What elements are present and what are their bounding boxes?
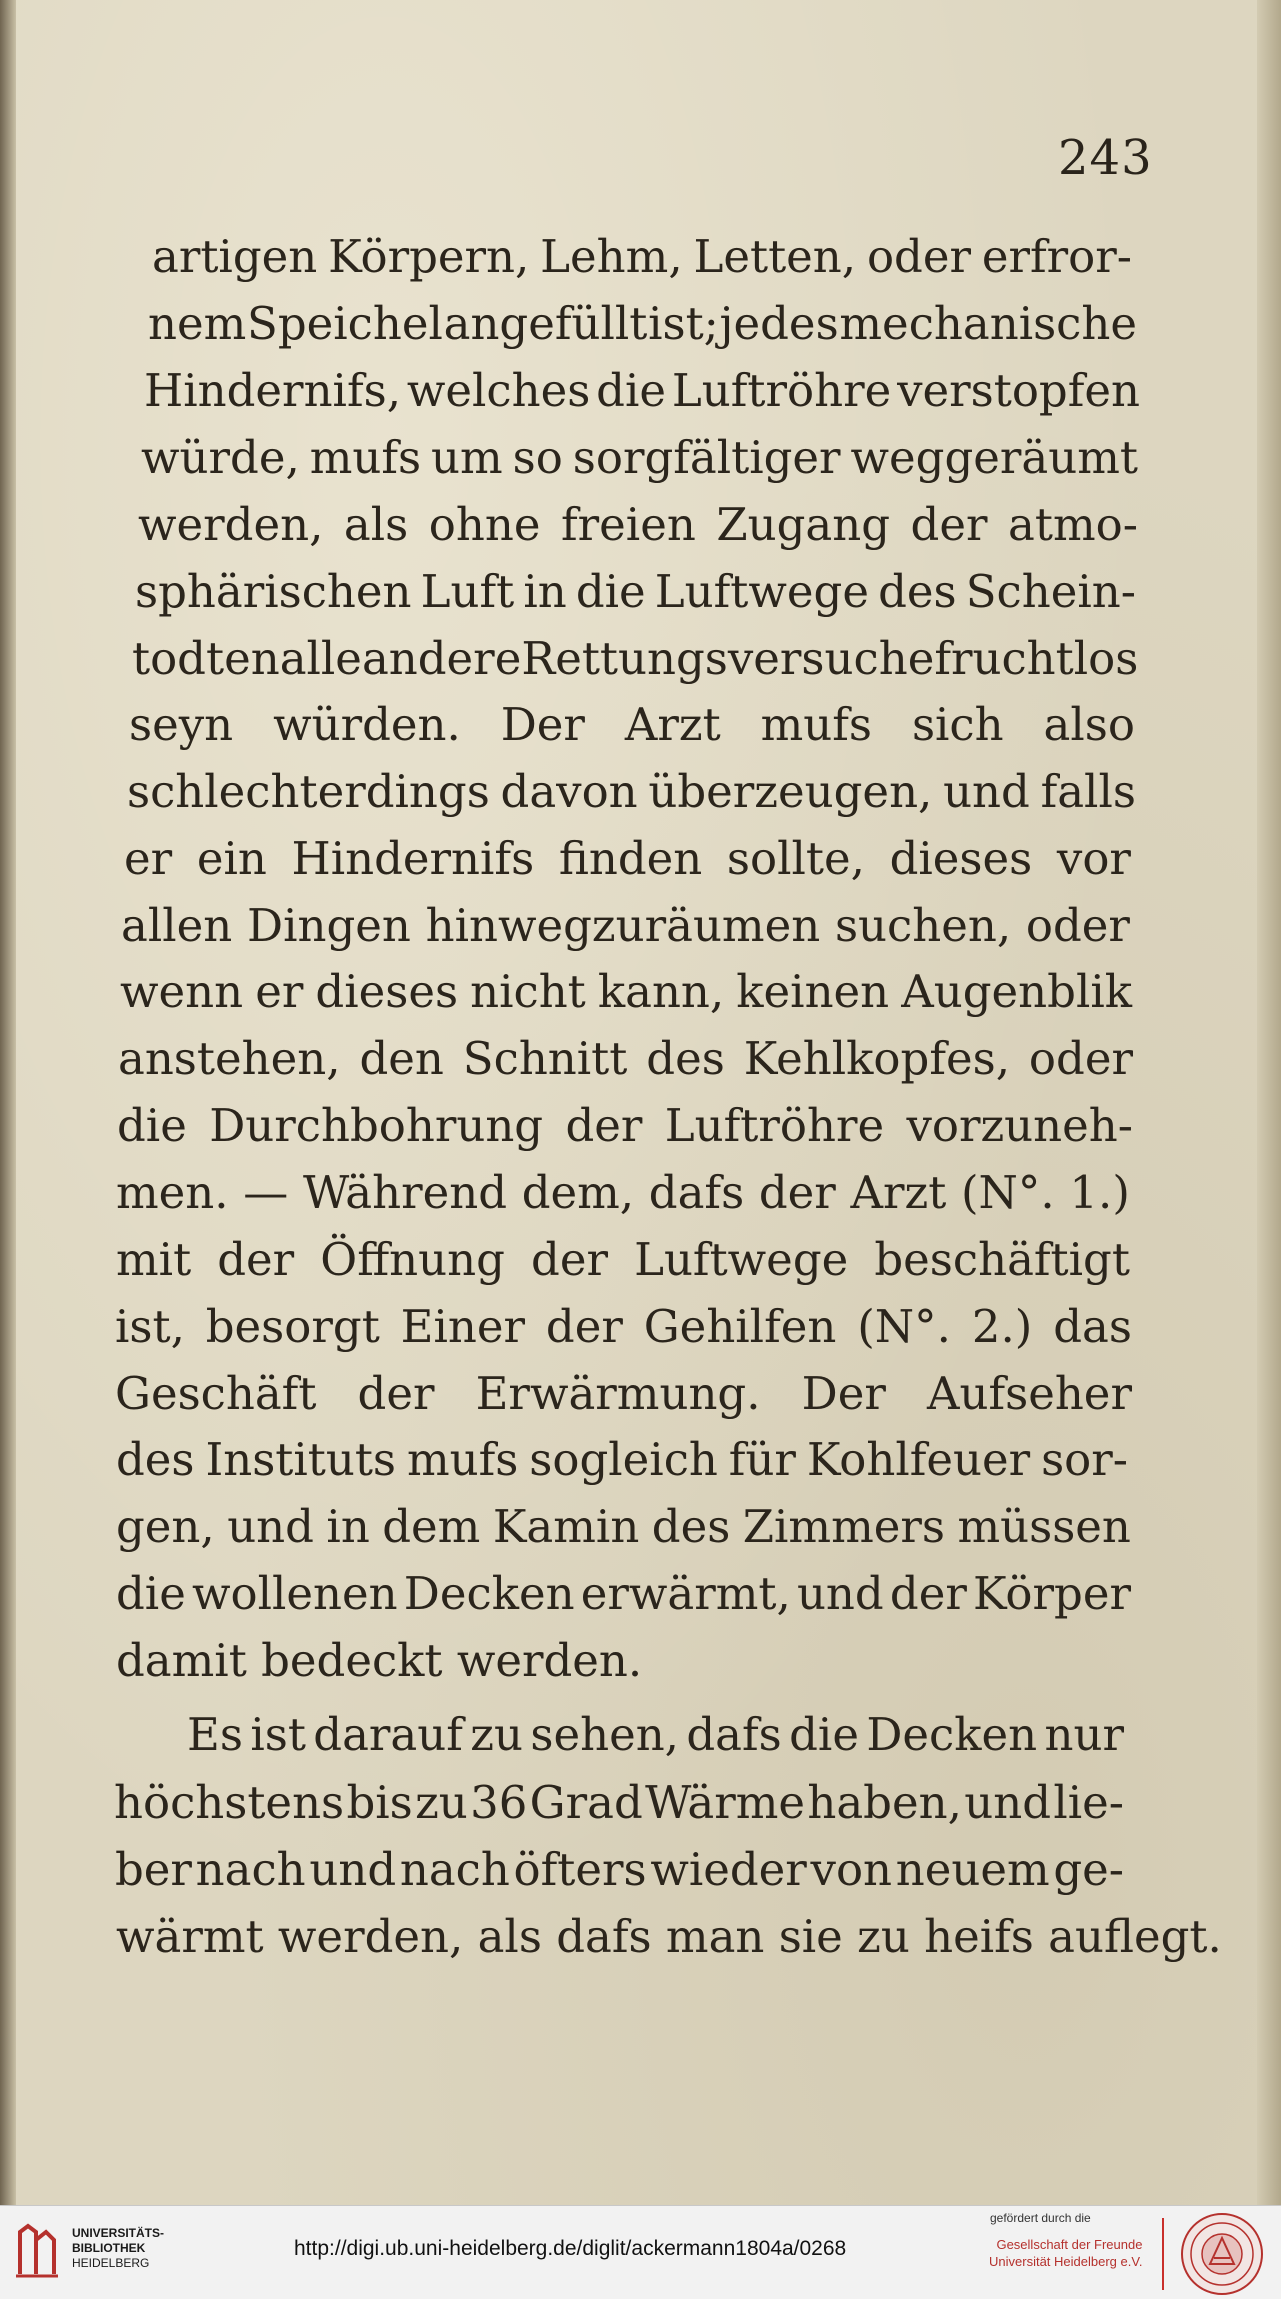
- word: die: [575, 565, 646, 618]
- library-name-line3: HEIDELBERG: [72, 2256, 150, 2270]
- text-line: [132, 629, 1139, 689]
- word: anstehen,: [118, 1032, 341, 1085]
- text-line: [114, 1773, 1124, 1833]
- text-line: [148, 294, 1137, 354]
- word: Luftröhre: [664, 1099, 885, 1152]
- word: artigen: [152, 230, 318, 283]
- word: jedes: [719, 297, 839, 350]
- word: der: [758, 1166, 836, 1219]
- word: Decken: [866, 1708, 1038, 1761]
- word: dem: [382, 1500, 481, 1553]
- word: Grad: [529, 1776, 643, 1829]
- word: ist;: [648, 297, 719, 350]
- sponsor-name-line1: Gesellschaft der Freunde: [996, 2237, 1143, 2252]
- word: suchen,: [834, 899, 1012, 952]
- word: oder: [1025, 899, 1130, 952]
- word: nur: [1044, 1708, 1124, 1761]
- word: 36: [470, 1776, 528, 1829]
- word: werden,: [138, 498, 324, 551]
- word: würden.: [273, 698, 461, 751]
- word: des: [651, 1500, 731, 1553]
- word: erfror-: [981, 230, 1132, 283]
- text-line: [118, 1029, 1133, 1089]
- word: Durchbohrung: [209, 1099, 544, 1152]
- word: Körpern,: [328, 230, 530, 283]
- word: müssen: [957, 1500, 1131, 1553]
- word: todten: [132, 632, 280, 685]
- library-name: [72, 2226, 164, 2271]
- word: der: [357, 1367, 435, 1420]
- word: Erwärmung.: [475, 1367, 761, 1420]
- page-edge-right: [1257, 0, 1281, 2205]
- word: und: [227, 1500, 314, 1553]
- word: sor-: [1041, 1433, 1128, 1486]
- word: und: [309, 1843, 397, 1896]
- word: finden: [558, 832, 703, 885]
- word: hinwegzuräumen: [425, 899, 821, 952]
- word: Körper: [973, 1567, 1131, 1620]
- text-line: [116, 1564, 1131, 1624]
- word: Luftwege: [634, 1233, 849, 1286]
- word: der: [565, 1099, 643, 1152]
- library-name-line1: UNIVERSITÄTS-: [72, 2226, 165, 2240]
- word: nem: [148, 297, 247, 350]
- word: nach: [399, 1843, 510, 1896]
- word: die: [789, 1708, 859, 1761]
- page-number: 243: [1058, 130, 1153, 186]
- word: zu: [415, 1776, 468, 1829]
- word: dem,: [521, 1166, 635, 1219]
- text-line: [116, 1497, 1131, 1557]
- word: davon: [500, 765, 638, 818]
- word: vorzuneh-: [906, 1099, 1133, 1152]
- word: dieses: [315, 965, 459, 1018]
- word: keinen: [736, 965, 890, 1018]
- word: (N°.: [960, 1166, 1055, 1219]
- word: atmo-: [1008, 498, 1138, 551]
- word: angefüllt: [443, 297, 648, 350]
- word: allen: [121, 899, 233, 952]
- word: überzeugen,: [648, 765, 933, 818]
- word: Schnitt: [462, 1032, 628, 1085]
- word: verstopfen: [897, 364, 1140, 417]
- sponsor-name: [989, 2236, 1142, 2270]
- text-line: [115, 1364, 1132, 1424]
- word: neuem: [895, 1843, 1050, 1896]
- text-line: wärmt werden, als dafs man sie zu heifs auflegt.: [116, 1910, 1222, 1963]
- word: Hindernifs,: [144, 364, 401, 417]
- word: der: [531, 1233, 608, 1286]
- text-line: [127, 762, 1136, 822]
- word: öfters: [513, 1843, 647, 1896]
- word: als: [343, 498, 409, 551]
- word: alle: [279, 632, 362, 685]
- text-line: [120, 962, 1132, 1022]
- word: das: [1053, 1300, 1132, 1353]
- word: ist: [250, 1708, 306, 1761]
- word: vor: [1056, 832, 1131, 885]
- text-line: [152, 227, 1132, 287]
- word: in: [326, 1500, 370, 1553]
- word: ein: [196, 832, 267, 885]
- word: haben,: [807, 1776, 962, 1829]
- word: ber: [115, 1843, 192, 1896]
- word: kann,: [597, 965, 725, 1018]
- word: mufs: [309, 431, 422, 484]
- word: mufs: [760, 698, 873, 751]
- word: mufs: [406, 1433, 519, 1486]
- word: des: [646, 1032, 725, 1085]
- library-logo-icon: [14, 2222, 60, 2280]
- university-seal-icon: [1180, 2212, 1264, 2296]
- word: fruchtlos: [934, 632, 1139, 685]
- word: 2.): [971, 1300, 1033, 1353]
- word: von: [810, 1843, 893, 1896]
- word: besorgt: [205, 1300, 380, 1353]
- text-line: [124, 829, 1131, 889]
- word: Rettungsversuche: [521, 632, 935, 685]
- permalink-url[interactable]: http://digi.ub.uni-heidelberg.de/diglit/ackermann1804a/0268: [294, 2237, 847, 2260]
- word: Schein-: [965, 565, 1136, 618]
- word: wenn: [120, 965, 244, 1018]
- word: dafs: [648, 1166, 745, 1219]
- sponsor-label: gefördert durch die: [990, 2211, 1091, 2225]
- word: Decken: [403, 1567, 575, 1620]
- word: Lehm,: [540, 230, 683, 283]
- word: der: [889, 1567, 967, 1620]
- text-line: [144, 361, 1140, 421]
- word: Wärme: [645, 1776, 806, 1829]
- word: Luftwege: [654, 565, 869, 618]
- word: in: [523, 565, 567, 618]
- word: Kohlfeuer: [806, 1433, 1031, 1486]
- word: um: [431, 431, 503, 484]
- word: so: [512, 431, 563, 484]
- sponsor-divider: [1162, 2218, 1164, 2290]
- library-name-line2: BIBLIOTHEK: [72, 2241, 146, 2255]
- page-edge-left: [0, 0, 16, 2205]
- word: sollte,: [726, 832, 865, 885]
- word: sorgfältiger: [572, 431, 841, 484]
- word: oder: [1028, 1032, 1133, 1085]
- word: Arzt: [624, 698, 721, 751]
- word: (N°.: [857, 1300, 951, 1353]
- word: oder: [866, 230, 971, 283]
- word: darauf: [313, 1708, 463, 1761]
- word: 1.): [1069, 1166, 1130, 1219]
- text-line: [115, 1297, 1132, 1357]
- word: ge-: [1053, 1843, 1124, 1896]
- word: Zimmers: [742, 1500, 945, 1553]
- word: sphärischen: [135, 565, 412, 618]
- word: dieses: [889, 832, 1033, 885]
- word: Instituts: [205, 1433, 397, 1486]
- text-line: [121, 896, 1130, 956]
- word: Arzt: [850, 1166, 947, 1219]
- word: höchstens: [114, 1776, 345, 1829]
- word: bis: [346, 1776, 413, 1829]
- word: die: [116, 1567, 186, 1620]
- word: Hindernifs: [291, 832, 535, 885]
- word: mechanische: [839, 297, 1137, 350]
- word: nach: [195, 1843, 306, 1896]
- word: der: [545, 1300, 623, 1353]
- word: seyn: [129, 698, 234, 751]
- text-line: [129, 695, 1135, 755]
- word: Geschäft: [115, 1367, 317, 1420]
- word: für: [728, 1433, 796, 1486]
- word: er: [255, 965, 304, 1018]
- word: Der: [500, 698, 585, 751]
- word: weggeräumt: [850, 431, 1138, 484]
- word: also: [1043, 698, 1135, 751]
- word: sich: [911, 698, 1004, 751]
- word: Einer: [400, 1300, 526, 1353]
- word: nicht: [470, 965, 586, 1018]
- word: wieder: [650, 1843, 807, 1896]
- word: Luftröhre: [671, 364, 892, 417]
- word: Gehilfen: [643, 1300, 837, 1353]
- word: Zugang: [716, 498, 891, 551]
- word: des: [116, 1433, 195, 1486]
- word: wollenen: [192, 1567, 398, 1620]
- text-line: [135, 562, 1136, 622]
- word: Speichel: [247, 297, 443, 350]
- word: schlechterdings: [127, 765, 490, 818]
- word: mit: [116, 1233, 192, 1286]
- word: welches: [406, 364, 591, 417]
- text-line: [141, 428, 1138, 488]
- word: falls: [1040, 765, 1136, 818]
- text-line: [115, 1840, 1124, 1900]
- word: men.: [116, 1166, 229, 1219]
- word: und: [943, 765, 1030, 818]
- word: andere: [361, 632, 522, 685]
- word: der: [910, 498, 988, 551]
- word: gen,: [116, 1500, 215, 1553]
- word: des: [878, 565, 957, 618]
- word: der: [217, 1233, 295, 1286]
- sponsor-name-line2: Universität Heidelberg e.V.: [989, 2254, 1143, 2269]
- text-line: [187, 1705, 1124, 1765]
- word: Der: [801, 1367, 886, 1420]
- word: sehen,: [530, 1708, 679, 1761]
- word: die: [596, 364, 667, 417]
- text-line: [138, 495, 1138, 555]
- word: dafs: [686, 1708, 782, 1761]
- word: würde,: [141, 431, 300, 484]
- word: Kamin: [492, 1500, 640, 1553]
- word: beschäftigt: [874, 1233, 1130, 1286]
- text-line: [116, 1430, 1128, 1490]
- word: den: [359, 1032, 444, 1085]
- word: —: [243, 1166, 289, 1219]
- word: lie-: [1053, 1776, 1124, 1829]
- word: und: [964, 1776, 1052, 1829]
- word: Aufseher: [926, 1367, 1132, 1420]
- word: er: [124, 832, 173, 885]
- text-line: [116, 1230, 1130, 1290]
- word: die: [117, 1099, 187, 1152]
- word: Letten,: [693, 230, 857, 283]
- word: Während: [302, 1166, 508, 1219]
- word: ist,: [115, 1300, 185, 1353]
- word: Es: [187, 1708, 243, 1761]
- word: und: [796, 1567, 884, 1620]
- word: zu: [470, 1708, 523, 1761]
- text-line: [117, 1096, 1133, 1156]
- word: Augenblik: [901, 965, 1132, 1018]
- word: erwärmt,: [580, 1567, 791, 1620]
- word: Luft: [420, 565, 515, 618]
- word: ohne: [428, 498, 541, 551]
- text-line: damit bedeckt werden.: [116, 1634, 643, 1687]
- word: Dingen: [246, 899, 411, 952]
- text-line: [116, 1163, 1130, 1223]
- word: sogleich: [529, 1433, 718, 1486]
- word: Kehlkopfes,: [743, 1032, 1010, 1085]
- word: Öffnung: [320, 1233, 505, 1286]
- word: freien: [561, 498, 696, 551]
